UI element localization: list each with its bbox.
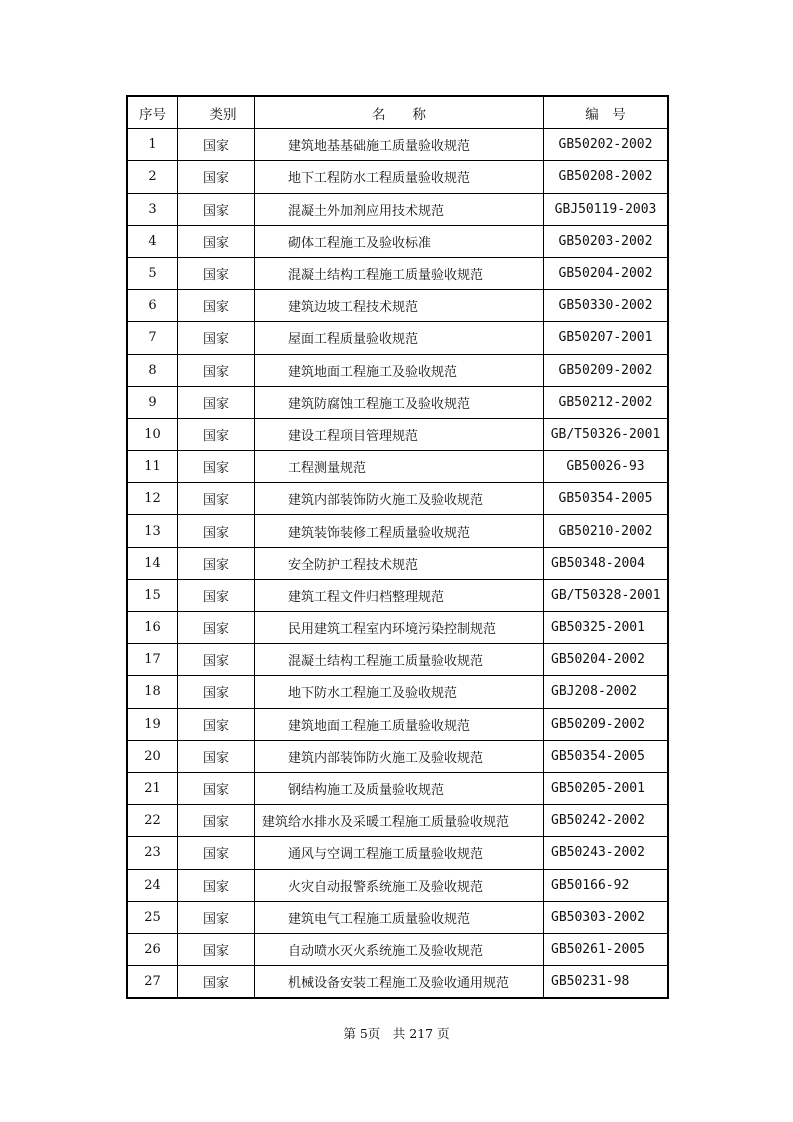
cell-seq: 20 bbox=[127, 740, 178, 772]
cell-name: 建筑工程文件归档整理规范 bbox=[255, 579, 544, 611]
cell-category: 国家 bbox=[178, 418, 255, 450]
table-row bbox=[127, 772, 668, 804]
cell-seq: 1 bbox=[127, 129, 178, 161]
table-row bbox=[127, 933, 668, 965]
table-row bbox=[127, 483, 668, 515]
cell-seq: 3 bbox=[127, 193, 178, 225]
cell-seq: 19 bbox=[127, 708, 178, 740]
cell-category: 国家 bbox=[178, 354, 255, 386]
table-row bbox=[127, 966, 668, 999]
cell-category: 国家 bbox=[178, 966, 255, 999]
header-category bbox=[178, 96, 255, 129]
cell-code: GB50243-2002 bbox=[544, 837, 669, 869]
cell-name: 屋面工程质量验收规范 bbox=[255, 322, 544, 354]
cell-code: GB50348-2004 bbox=[544, 547, 669, 579]
table-row bbox=[127, 257, 668, 289]
cell-name: 工程测量规范 bbox=[255, 451, 544, 483]
cell-code: GB50325-2001 bbox=[544, 612, 669, 644]
table-row bbox=[127, 354, 668, 386]
cell-seq: 23 bbox=[127, 837, 178, 869]
standards-table bbox=[126, 95, 669, 999]
table-row bbox=[127, 644, 668, 676]
cell-name: 建筑装饰装修工程质量验收规范 bbox=[255, 515, 544, 547]
cell-seq: 14 bbox=[127, 547, 178, 579]
cell-seq: 2 bbox=[127, 161, 178, 193]
cell-category: 国家 bbox=[178, 933, 255, 965]
cell-name: 火灾自动报警系统施工及验收规范 bbox=[255, 869, 544, 901]
cell-category: 国家 bbox=[178, 612, 255, 644]
cell-category: 国家 bbox=[178, 901, 255, 933]
cell-seq: 12 bbox=[127, 483, 178, 515]
cell-seq: 24 bbox=[127, 869, 178, 901]
table-row bbox=[127, 451, 668, 483]
cell-category: 国家 bbox=[178, 225, 255, 257]
cell-seq: 16 bbox=[127, 612, 178, 644]
cell-name: 建筑内部装饰防火施工及验收规范 bbox=[255, 740, 544, 772]
table-row bbox=[127, 837, 668, 869]
header-seq: 序号 bbox=[127, 96, 178, 129]
cell-seq: 8 bbox=[127, 354, 178, 386]
cell-category: 国家 bbox=[178, 129, 255, 161]
cell-seq: 21 bbox=[127, 772, 178, 804]
cell-seq: 10 bbox=[127, 418, 178, 450]
cell-seq: 25 bbox=[127, 901, 178, 933]
table-row bbox=[127, 322, 668, 354]
table-row bbox=[127, 676, 668, 708]
cell-category: 国家 bbox=[178, 676, 255, 708]
table-row bbox=[127, 161, 668, 193]
cell-code: GB50207-2001 bbox=[544, 322, 669, 354]
header-category-label: 类别 bbox=[209, 106, 237, 123]
cell-name: 建筑给水排水及采暖工程施工质量验收规范 bbox=[255, 805, 544, 837]
cell-code: GB50261-2005 bbox=[544, 933, 669, 965]
cell-category: 国家 bbox=[178, 837, 255, 869]
cell-category: 国家 bbox=[178, 290, 255, 322]
cell-category: 国家 bbox=[178, 483, 255, 515]
cell-name: 安全防护工程技术规范 bbox=[255, 547, 544, 579]
cell-seq: 15 bbox=[127, 579, 178, 611]
cell-code: GB50242-2002 bbox=[544, 805, 669, 837]
cell-seq: 9 bbox=[127, 386, 178, 418]
cell-name: 钢结构施工及质量验收规范 bbox=[255, 772, 544, 804]
cell-name: 混凝土外加剂应用技术规范 bbox=[255, 193, 544, 225]
cell-code: GBJ208-2002 bbox=[544, 676, 669, 708]
table-row bbox=[127, 579, 668, 611]
cell-name: 建筑内部装饰防火施工及验收规范 bbox=[255, 483, 544, 515]
table-row bbox=[127, 290, 668, 322]
cell-category: 国家 bbox=[178, 322, 255, 354]
cell-code: GB50209-2002 bbox=[544, 708, 669, 740]
cell-code: GB50202-2002 bbox=[544, 129, 669, 161]
table-row bbox=[127, 193, 668, 225]
cell-category: 国家 bbox=[178, 740, 255, 772]
cell-code: GB/T50326-2001 bbox=[544, 418, 669, 450]
cell-name: 建筑边坡工程技术规范 bbox=[255, 290, 544, 322]
cell-code: GB/T50328-2001 bbox=[544, 579, 669, 611]
cell-name: 建筑电气工程施工质量验收规范 bbox=[255, 901, 544, 933]
cell-code: GB50205-2001 bbox=[544, 772, 669, 804]
table-row bbox=[127, 515, 668, 547]
cell-name: 混凝土结构工程施工质量验收规范 bbox=[255, 257, 544, 289]
cell-category: 国家 bbox=[178, 547, 255, 579]
cell-name: 建筑地面工程施工质量验收规范 bbox=[255, 708, 544, 740]
cell-category: 国家 bbox=[178, 708, 255, 740]
cell-seq: 11 bbox=[127, 451, 178, 483]
cell-category: 国家 bbox=[178, 257, 255, 289]
cell-seq: 26 bbox=[127, 933, 178, 965]
table-row bbox=[127, 869, 668, 901]
table-row bbox=[127, 740, 668, 772]
table-row bbox=[127, 612, 668, 644]
cell-category: 国家 bbox=[178, 193, 255, 225]
cell-name: 建筑地基基础施工质量验收规范 bbox=[255, 129, 544, 161]
cell-code: GB50026-93 bbox=[544, 451, 669, 483]
cell-code: GB50166-92 bbox=[544, 869, 669, 901]
cell-name: 自动喷水灭火系统施工及验收规范 bbox=[255, 933, 544, 965]
cell-seq: 27 bbox=[127, 966, 178, 999]
cell-code: GB50231-98 bbox=[544, 966, 669, 999]
cell-code: GB50204-2002 bbox=[544, 257, 669, 289]
header-code: 编 号 bbox=[544, 96, 669, 129]
table-row bbox=[127, 805, 668, 837]
table-header-row bbox=[127, 96, 668, 129]
table-row bbox=[127, 708, 668, 740]
header-name: 名 称 bbox=[255, 96, 544, 129]
cell-category: 国家 bbox=[178, 579, 255, 611]
cell-code: GB50330-2002 bbox=[544, 290, 669, 322]
cell-category: 国家 bbox=[178, 161, 255, 193]
cell-category: 国家 bbox=[178, 515, 255, 547]
cell-seq: 22 bbox=[127, 805, 178, 837]
cell-code: GB50210-2002 bbox=[544, 515, 669, 547]
cell-code: GBJ50119-2003 bbox=[544, 193, 669, 225]
table-row bbox=[127, 129, 668, 161]
cell-name: 混凝土结构工程施工质量验收规范 bbox=[255, 644, 544, 676]
cell-name: 建筑地面工程施工及验收规范 bbox=[255, 354, 544, 386]
cell-name: 地下防水工程施工及验收规范 bbox=[255, 676, 544, 708]
table-row bbox=[127, 418, 668, 450]
cell-seq: 18 bbox=[127, 676, 178, 708]
cell-code: GB50354-2005 bbox=[544, 483, 669, 515]
cell-seq: 6 bbox=[127, 290, 178, 322]
cell-seq: 13 bbox=[127, 515, 178, 547]
cell-name: 机械设备安装工程施工及验收通用规范 bbox=[255, 966, 544, 999]
cell-code: GB50303-2002 bbox=[544, 901, 669, 933]
cell-name: 通风与空调工程施工质量验收规范 bbox=[255, 837, 544, 869]
cell-code: GB50212-2002 bbox=[544, 386, 669, 418]
cell-code: GB50354-2005 bbox=[544, 740, 669, 772]
cell-name: 民用建筑工程室内环境污染控制规范 bbox=[255, 612, 544, 644]
cell-category: 国家 bbox=[178, 772, 255, 804]
cell-name: 建筑防腐蚀工程施工及验收规范 bbox=[255, 386, 544, 418]
cell-code: GB50203-2002 bbox=[544, 225, 669, 257]
table-row bbox=[127, 547, 668, 579]
cell-name: 砌体工程施工及验收标准 bbox=[255, 225, 544, 257]
cell-seq: 5 bbox=[127, 257, 178, 289]
table-row bbox=[127, 386, 668, 418]
cell-seq: 17 bbox=[127, 644, 178, 676]
cell-category: 国家 bbox=[178, 386, 255, 418]
page-footer: 第 5页 共 217 页 bbox=[343, 1026, 450, 1041]
table-row bbox=[127, 901, 668, 933]
cell-name: 地下工程防水工程质量验收规范 bbox=[255, 161, 544, 193]
cell-category: 国家 bbox=[178, 451, 255, 483]
cell-category: 国家 bbox=[178, 805, 255, 837]
cell-category: 国家 bbox=[178, 869, 255, 901]
cell-code: GB50204-2002 bbox=[544, 644, 669, 676]
cell-code: GB50208-2002 bbox=[544, 161, 669, 193]
cell-category: 国家 bbox=[178, 644, 255, 676]
table-row bbox=[127, 225, 668, 257]
cell-code: GB50209-2002 bbox=[544, 354, 669, 386]
cell-name: 建设工程项目管理规范 bbox=[255, 418, 544, 450]
cell-seq: 7 bbox=[127, 322, 178, 354]
cell-seq: 4 bbox=[127, 225, 178, 257]
